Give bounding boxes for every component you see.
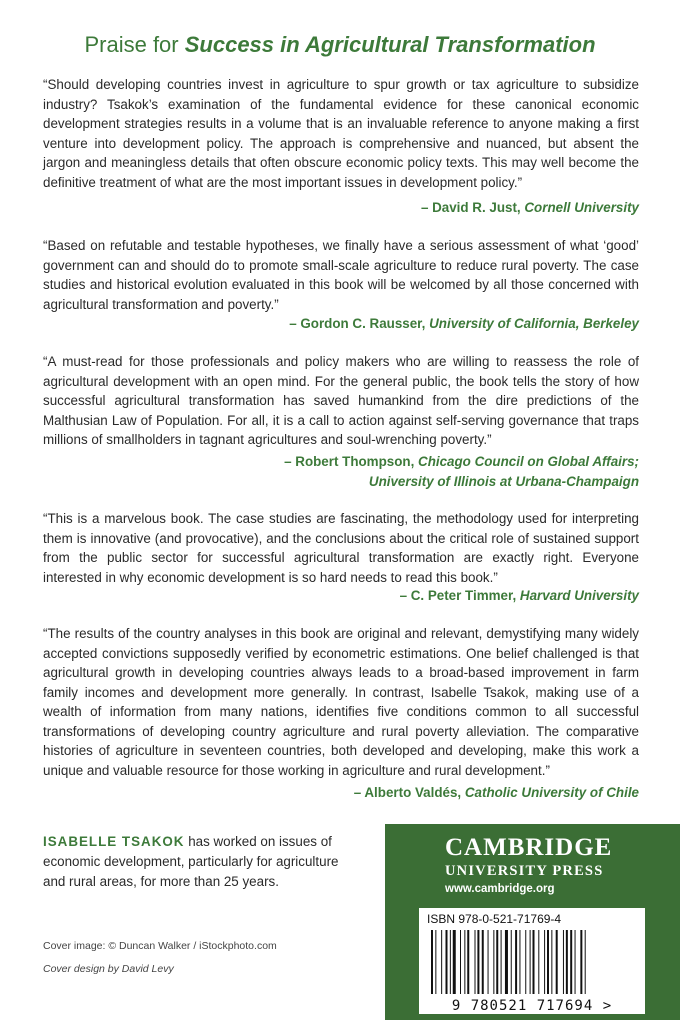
attribution-2 bbox=[79, 314, 639, 334]
attribution-affiliation: Chicago Council on Global Affairs; bbox=[418, 454, 639, 469]
praise-heading bbox=[0, 32, 680, 58]
attribution-author: – David R. Just, bbox=[420, 200, 521, 215]
attribution-3-line2 bbox=[79, 472, 639, 492]
attribution-5 bbox=[79, 783, 639, 803]
author-bio-text: has worked on issues of economic development, particularly for agriculture and rural areas, for more than 25 years. bbox=[43, 834, 339, 889]
barcode-panel bbox=[419, 908, 645, 1014]
attribution-affiliation: Harvard University bbox=[519, 588, 639, 603]
cover-image-credit: Cover image: © Duncan Walker / iStockphoto.com bbox=[43, 940, 277, 952]
blurb-5: “The results of the country analyses in this book are original and relevant, demystifying many widely accepted convictions supposedly verified by econometric estimations. One belief challenged is that agricultural growth in developing countries always leads to a broad-based improvement in farm family incomes and development more generally. In contrast, Isabelle Tsakok, making use of a wealth of information from many nations, identifies five conditions common to all successful transformations of developing country agriculture and rural poverty alleviation. The comparative histories of agriculture in seventeen countries, both developed and developing, make this work a unique and valuable resource for those working in agriculture and rural development.” bbox=[43, 626, 639, 778]
blurb-3: “A must-read for those professionals and policy makers who are willing to reassess the role of agricultural development with an open mind. For the general public, the book tells the story of how successful agricultural transformation has saved humankind from the dire predictions of the Malthusian Law of Population. For all, it is a call to action against self-serving governance that traps millions of smallholders in tagnant agricultures and soul-wrenching poverty.” bbox=[43, 354, 639, 447]
heading-prefix: Praise for bbox=[84, 32, 185, 57]
publisher-url: www.cambridge.org bbox=[445, 883, 555, 895]
publisher-subtitle: UNIVERSITY PRESS bbox=[445, 863, 604, 879]
cover-design-credit: Cover design by David Levy bbox=[43, 963, 174, 975]
blurb-4: “This is a marvelous book. The case studies are fascinating, the methodology used for interpreting them is innovative (and provocative), and the conclusions about the critical role of sustained support from the public sector for successful agricultural transformation are exactly right. Everyone interested in why economic development is so hard needs to read this book.” bbox=[43, 511, 639, 585]
barcode-digits: 9 780521 717694 > bbox=[451, 998, 613, 1014]
attribution-4 bbox=[79, 586, 639, 606]
publisher-block bbox=[385, 824, 680, 1020]
blurb-1: “Should developing countries invest in agriculture to spur growth or tax agriculture to subsidize industry? Tsakok’s examination of the fundamental evidence for these canonical economic development strategies results in a volume that is an invaluable reference to anyone making a first venture into development policy. The approach is comprehensive and nuanced, but absent the jargon and meaningless details that often obscure economic policy texts. This may well become the definitive treatment of what are the most important issues in development policy.” bbox=[43, 77, 639, 190]
book-title: Success in Agricultural Transformation bbox=[184, 32, 596, 57]
blurb-2: “Based on refutable and testable hypotheses, we finally have a serious assessment of what ‘good’ government can and should do to promote small-scale agriculture to reduce rural poverty. The case studies and historical evolution evaluated in this book will be welcomed by all those concerned with agricultural transformation and poverty.” bbox=[43, 238, 639, 312]
attribution-affiliation: University of California, Berkeley bbox=[429, 316, 639, 331]
attribution-author: – Robert Thompson, bbox=[284, 454, 415, 469]
attribution-affiliation: Cornell University bbox=[524, 200, 639, 215]
attribution-author: – C. Peter Timmer, bbox=[399, 588, 517, 603]
author-bio bbox=[43, 832, 343, 892]
author-name: ISABELLE TSAKOK bbox=[43, 834, 185, 849]
attribution-3 bbox=[79, 452, 639, 472]
attribution-affiliation: Catholic University of Chile bbox=[464, 785, 639, 800]
isbn-label: ISBN 978-0-521-71769-4 bbox=[427, 912, 562, 926]
publisher-name: CAMBRIDGE bbox=[445, 834, 613, 861]
attribution-author: – Alberto Valdés, bbox=[353, 785, 462, 800]
attribution-1 bbox=[79, 198, 639, 218]
attribution-author: – Gordon C. Rausser, bbox=[289, 316, 426, 331]
barcode-icon bbox=[431, 930, 633, 996]
attribution-affiliation-2: University of Illinois at Urbana-Champaign bbox=[368, 474, 639, 489]
